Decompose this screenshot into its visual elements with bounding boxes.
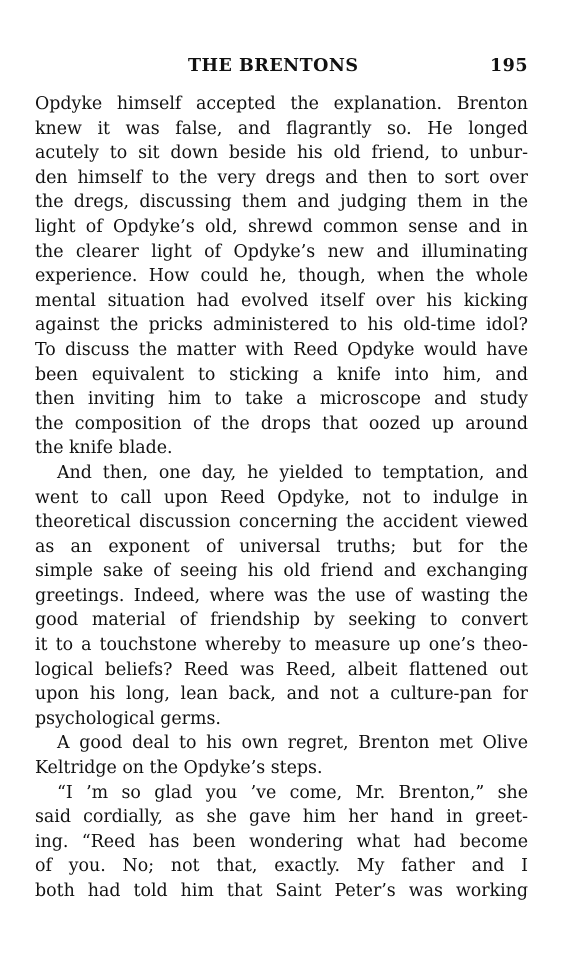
text-line: the composition of the drops that oozed up around: [35, 413, 528, 434]
paragraph-last-line: Keltridge on the Opdyke’s steps.: [35, 758, 323, 779]
text-line: acutely to sit down beside his old friend, to unbur-: [35, 143, 528, 164]
text-line: Opdyke himself accepted the explanation. Brenton: [35, 94, 528, 114]
text-line: upon his long, lean back, and not a culture-pan for: [35, 684, 528, 705]
book-page: [35, 56, 528, 904]
text-line: den himself to the very dregs and then to sort over: [35, 167, 528, 188]
text-line: light of Opdyke’s old, shrewd common sense and in: [35, 216, 528, 237]
text-line: as an exponent of universal truths; but for the: [35, 536, 528, 557]
text-line: greetings. Indeed, where was the use of wasting the: [35, 585, 528, 606]
paragraph-first-line: A good deal to his own regret, Brenton met Olive: [57, 733, 528, 754]
paragraph-first-line: And then, one day, he yielded to temptation, and: [57, 462, 528, 483]
paragraph-first-line: “I ’m so glad you ’ve come, Mr. Brenton,” she: [57, 782, 528, 803]
running-head: [35, 56, 528, 80]
text-line: it to a touchstone whereby to measure up one’s theo-: [35, 635, 528, 656]
text-line: simple sake of seeing his old friend and exchanging: [35, 561, 528, 582]
text-line: of you. No; not that, exactly. My father and I: [35, 856, 528, 877]
text-line: ing. “Reed has been wondering what had become: [35, 831, 528, 852]
paragraph-last-line: psychological germs.: [35, 708, 221, 729]
text-line: both had told him that Saint Peter’s was working: [35, 881, 528, 901]
text-line: good material of friendship by seeking to convert: [35, 610, 528, 631]
page-number: 195: [489, 56, 528, 76]
text-line: To discuss the matter with Reed Opdyke would have: [35, 339, 528, 360]
text-line: then inviting him to take a microscope and study: [35, 389, 528, 410]
running-title: THE BRENTONS: [188, 56, 359, 76]
text-line: went to call upon Reed Opdyke, not to indulge in: [35, 487, 528, 508]
text-line: theoretical discussion concerning the accident viewed: [35, 512, 528, 533]
text-line: the clearer light of Opdyke’s new and illuminating: [35, 241, 528, 262]
text-line: said cordially, as she gave him her hand in greet-: [35, 807, 528, 828]
paragraph-last-line: the knife blade.: [35, 438, 173, 459]
text-line: mental situation had evolved itself over his kicking: [35, 290, 528, 311]
body-text: [35, 92, 528, 904]
text-line: knew it was false, and flagrantly so. He longed: [35, 118, 528, 139]
text-line: been equivalent to sticking a knife into him, and: [35, 364, 528, 385]
text-line: against the pricks administered to his old-time idol?: [35, 315, 528, 336]
text-line: experience. How could he, though, when the whole: [35, 266, 528, 287]
text-line: the dregs, discussing them and judging them in the: [35, 192, 528, 213]
text-line: logical beliefs? Reed was Reed, albeit flattened out: [35, 659, 528, 680]
